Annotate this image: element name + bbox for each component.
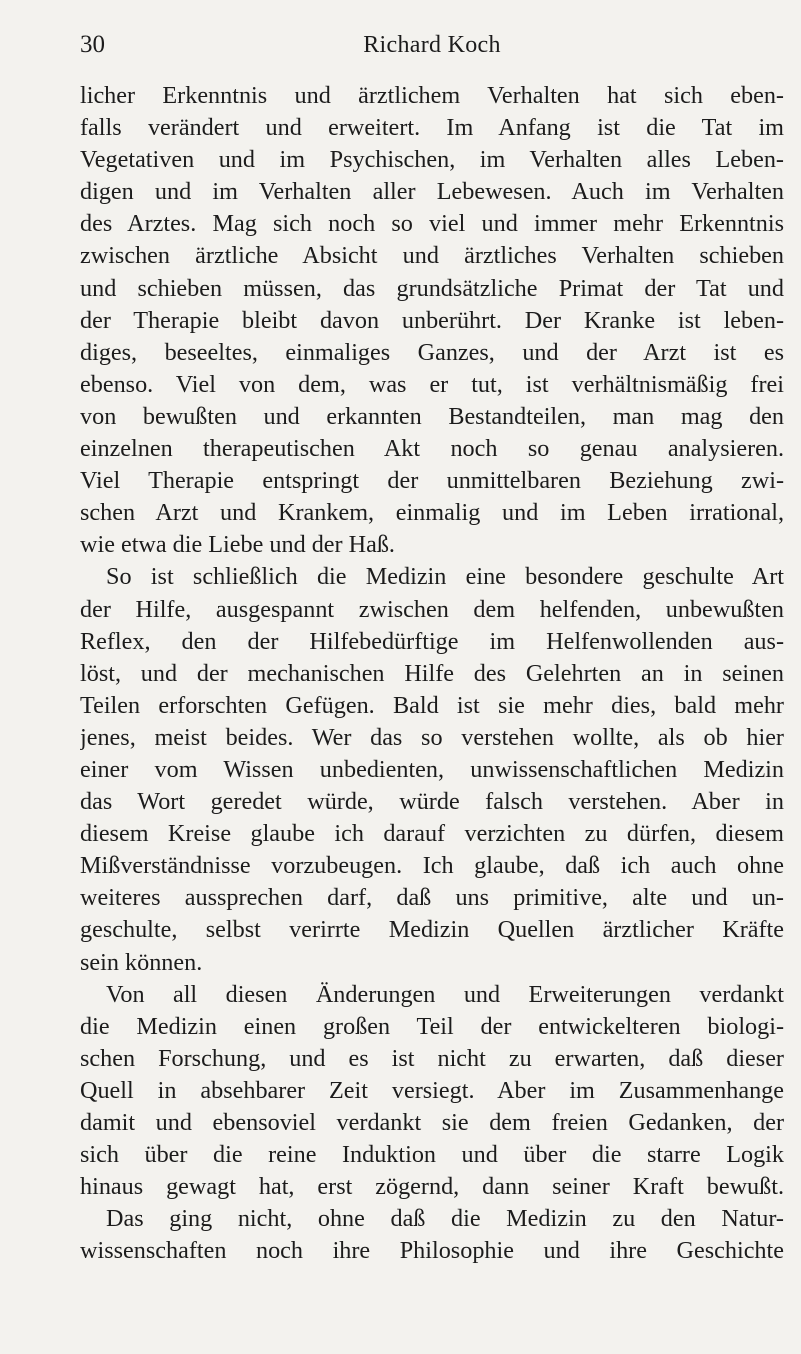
text-line: wie etwa die Liebe und der Haß. [80, 531, 395, 559]
text-line: der Hilfe, ausgespannt zwischen dem helfenden, unbewußten [80, 595, 784, 623]
text-line: sich über die reine Induktion und über die starre Logik [80, 1141, 784, 1169]
text-line: damit und ebensoviel verdankt sie dem freien Gedanken, der [80, 1109, 784, 1136]
text-line: das Wort geredet würde, würde falsch verstehen. Aber in [80, 788, 784, 816]
text-line: Viel Therapie entspringt der unmittelbaren Beziehung zwi- [80, 467, 784, 495]
text-line: Quell in absehbarer Zeit versiegt. Aber im Zusammenhange [80, 1076, 784, 1104]
text-line: wissenschaften noch ihre Philosophie und ihre Geschichte [80, 1237, 784, 1265]
text-line: und schieben müssen, das grundsätzliche Primat der Tat und [80, 274, 784, 302]
running-head [80, 28, 784, 62]
text-line: jenes, meist beides. Wer das so verstehen wollte, als ob hier [80, 723, 784, 751]
text-line: die Medizin einen großen Teil der entwickelteren biologi- [80, 1012, 784, 1040]
text-line: des Arztes. Mag sich noch so viel und immer mehr Erkenntnis [80, 210, 784, 238]
running-title: Richard Koch [363, 32, 501, 58]
text-line: schen Forschung, und es ist nicht zu erwarten, daß dieser [80, 1044, 784, 1072]
text-line: Das ging nicht, ohne daß die Medizin zu den Natur- [106, 1205, 784, 1233]
text-line: falls verändert und erweitert. Im Anfang ist die Tat im [80, 114, 784, 142]
text-line: Teilen erforschten Gefügen. Bald ist sie mehr dies, bald mehr [80, 691, 784, 719]
text-line: weiteres aussprechen darf, daß uns primitive, alte und un- [80, 884, 784, 912]
text-line: der Therapie bleibt davon unberührt. Der Kranke ist leben- [80, 306, 784, 334]
text-line: schen Arzt und Krankem, einmalig und im Leben irrational, [80, 499, 784, 527]
text-line: löst, und der mechanischen Hilfe des Gelehrten an in seinen [80, 659, 784, 687]
text-line: ebenso. Viel von dem, was er tut, ist verhältnismäßig frei [80, 370, 784, 398]
text-line: einzelnen therapeutischen Akt noch so genau analysieren. [80, 435, 784, 463]
text-line: sein können. [80, 948, 203, 976]
text-line: hinaus gewagt hat, erst zögernd, dann seiner Kraft bewußt. [80, 1173, 784, 1201]
text-line: Von all diesen Änderungen und Erweiterungen verdankt [106, 980, 784, 1008]
page-number: 30 [80, 31, 105, 58]
text-line: So ist schließlich die Medizin eine besondere geschulte Art [106, 563, 784, 591]
text-line: diges, beseeltes, einmaliges Ganzes, und der Arzt ist es [80, 338, 784, 366]
text-line: digen und im Verhalten aller Lebewesen. Auch im Verhalten [80, 178, 784, 206]
text-line: von bewußten und erkannten Bestandteilen, man mag den [80, 402, 784, 430]
text-line: diesem Kreise glaube ich darauf verzichten zu dürfen, diesem [80, 820, 784, 848]
body-text [80, 80, 784, 1267]
text-line: licher Erkenntnis und ärztlichem Verhalten hat sich eben- [80, 82, 784, 109]
text-line: Vegetativen und im Psychischen, im Verhalten alles Leben- [80, 146, 784, 174]
text-line: einer vom Wissen unbedienten, unwissenschaftlichen Medizin [80, 755, 784, 783]
text-line: geschulte, selbst verirrte Medizin Quellen ärztlicher Kräfte [80, 916, 784, 944]
text-line: zwischen ärztliche Absicht und ärztliches Verhalten schieben [80, 242, 784, 270]
text-line: Mißverständnisse vorzubeugen. Ich glaube, daß ich auch ohne [80, 852, 784, 880]
text-line: Reflex, den der Hilfebedürftige im Helfenwollenden aus- [80, 627, 784, 655]
